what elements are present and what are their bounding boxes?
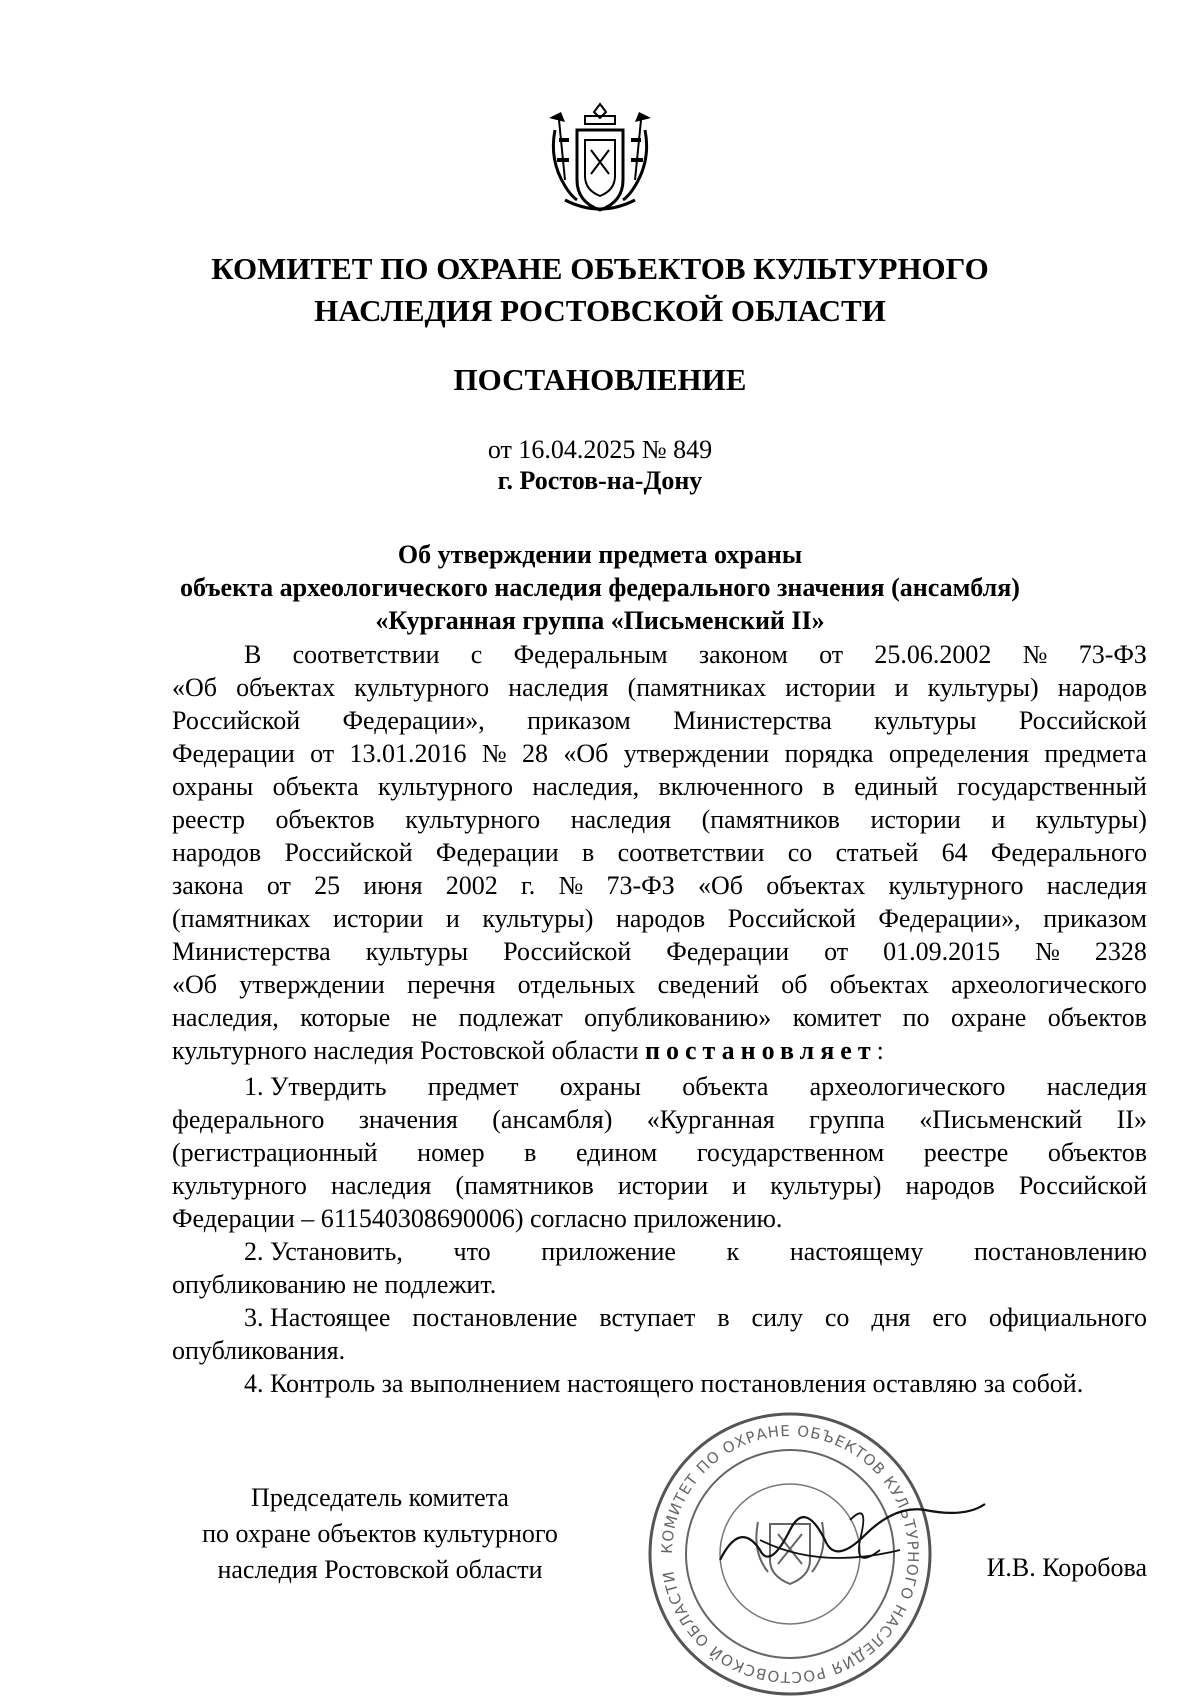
title-line-3: «Курганная группа «Письменский II» xyxy=(375,606,825,635)
item-last-line: Федерации – 611540308690006) согласно приложению. xyxy=(172,1204,783,1233)
preamble-line: (памятниках истории и культуры) народов Российской Федерации», приказом xyxy=(172,904,1147,933)
stamp-text: КОМИТЕТ ПО ОХРАНЕ ОБЪЕКТОВ КУЛЬТУРНОГО НАСЛЕДИЯ РОСТОВСКОЙ ОБЛАСТИ xyxy=(657,1421,923,1687)
item-1-paragraph xyxy=(172,1070,1147,1235)
item-line: культурного наследия (памятников истории и культуры) народов Российской xyxy=(172,1171,1147,1200)
item-line: 2. Установить, что приложение к настоящему постановлению xyxy=(244,1237,1147,1266)
item-last-line: опубликования. xyxy=(172,1336,346,1365)
item-3-paragraph xyxy=(172,1301,1147,1367)
item-line: (регистрационный номер в едином государственном реестре объектов xyxy=(172,1138,1147,1167)
preamble-line: охраны объекта культурного наследия, включенного в единый государственный xyxy=(172,772,1147,801)
preamble-line: «Об объектах культурного наследия (памятниках истории и культуры) народов xyxy=(172,673,1147,702)
preamble-last-line: культурного наследия Ростовской области постановляет : xyxy=(172,1036,884,1065)
document-city: г. Ростов-на-Дону xyxy=(497,466,703,495)
title-line-1: Об утверждении предмета охраны xyxy=(397,540,803,569)
item-2-paragraph xyxy=(172,1235,1147,1301)
position-line-2: по охране объектов культурного xyxy=(202,1519,558,1548)
item-last-line: опубликованию не подлежит. xyxy=(172,1270,497,1299)
decree-verb: постановляет xyxy=(645,1036,877,1065)
document-title xyxy=(0,538,1200,637)
organization-name xyxy=(0,248,1200,332)
position-line-1: Председатель комитета xyxy=(251,1483,509,1512)
preamble-line: реестр объектов культурного наследия (памятников истории и культуры) xyxy=(172,805,1147,834)
preamble-line: Федерации от 13.01.2016 № 28 «Об утверждении порядка определения предмета xyxy=(172,739,1147,768)
coat-of-arms-icon xyxy=(545,100,655,218)
document-type: ПОСТАНОВЛЕНИЕ xyxy=(453,362,747,397)
position-line-3: наследия Ростовской области xyxy=(217,1555,543,1584)
preamble-line: Российской Федерации», приказом Министерства культуры Российской xyxy=(172,706,1147,735)
item-line: 1. Утвердить предмет охраны объекта археологического наследия xyxy=(244,1072,1147,1101)
title-line-2: объекта археологического наследия федерального значения (ансамбля) xyxy=(180,573,1020,602)
preamble-line: закона от 25 июня 2002 г. № 73-ФЗ «Об объектах культурного наследия xyxy=(172,871,1147,900)
signatory-position xyxy=(160,1480,600,1588)
item-line: федерального значения (ансамбля) «Курганная группа «Письменский II» xyxy=(172,1105,1147,1134)
handwritten-signature xyxy=(700,1480,1000,1600)
preamble-line: В соответствии с Федеральным законом от 25.06.2002 № 73-ФЗ xyxy=(244,640,1147,669)
item-4-text: 4. Контроль за выполнением настоящего постановления оставляю за собой. xyxy=(244,1369,1084,1398)
org-line-2: НАСЛЕДИЯ РОСТОВСКОЙ ОБЛАСТИ xyxy=(314,293,886,328)
preamble-line: «Об утверждении перечня отдельных сведений об объектах археологического xyxy=(172,970,1147,999)
preamble-line: наследия, которые не подлежат опубликованию» комитет по охране объектов xyxy=(172,1003,1147,1032)
org-line-1: КОМИТЕТ ПО ОХРАНЕ ОБЪЕКТОВ КУЛЬТУРНОГО xyxy=(211,251,989,286)
document-date-number: от 16.04.2025 № 849 xyxy=(487,435,713,464)
preamble-line: Министерства культуры Российской Федерации от 01.09.2015 № 2328 xyxy=(172,937,1147,966)
item-line: 3. Настоящее постановление вступает в силу со дня его официального xyxy=(244,1303,1147,1332)
preamble-line: народов Российской Федерации в соответствии со статьей 64 Федерального xyxy=(172,838,1147,867)
preamble-paragraph xyxy=(172,638,1147,1067)
signatory-name: И.В. Коробова xyxy=(986,1553,1147,1582)
item-4-paragraph xyxy=(172,1367,1147,1400)
